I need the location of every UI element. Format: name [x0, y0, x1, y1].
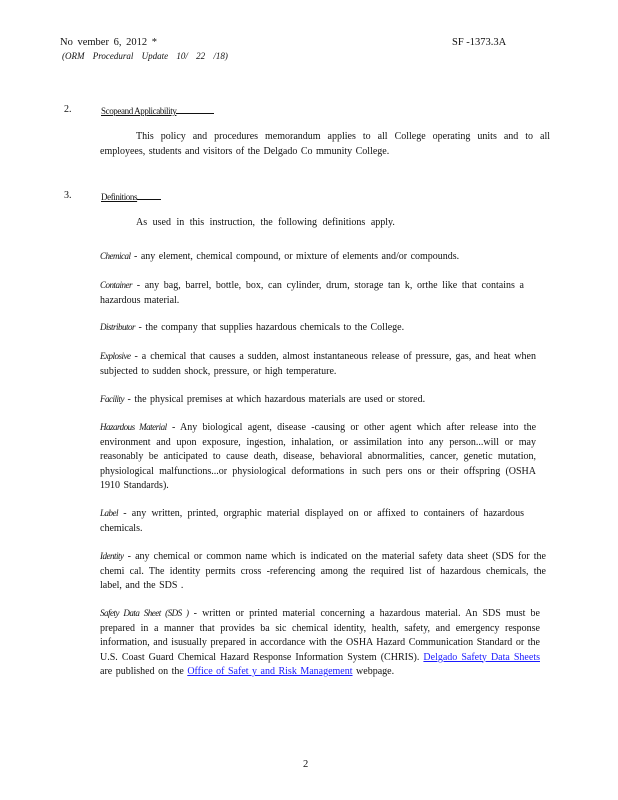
definition-text: - Any biological agent, disease -causing or other agent which after release into the environment and upon exposure, ingestion, inhalation, or assimilation into any person...will or may reasonably be anticipated to cause death, disease, behavioral abnormalities, cancer, genetic mutation, physiological malfunctions...or physiological deformations in such pers ons or their offspring (OSHA 1910 Standards). — [100, 422, 537, 491]
section-2-number: 2. — [64, 104, 72, 115]
header-update-note: (ORM Procedural Update 10/ 22 /18) — [62, 51, 228, 61]
definition-term: Container — [100, 280, 133, 290]
definition-term: Chemical — [100, 251, 131, 261]
definition-text: - any chemical or common name which is indicated on the material safety data sheet (SDS for the chemi cal. The identity permits cross -referencing among the required list of hazardous chemicals, the label, and the SDS . — [100, 551, 546, 591]
header-date: No vember 6, 2012 * — [60, 37, 157, 48]
definition-text: - the company that supplies hazardous chemicals to the College. — [135, 322, 405, 333]
definition-facility — [100, 392, 550, 408]
section-2-body: This policy and procedures memorandum applies to all College operating units and to all employees, students and visitors of the Delgado Co mmunity College. — [100, 131, 550, 157]
definition-text: - written or printed material concerning a hazardous material. An SDS must be prepared in a manner that provides ba sic chemical identity, health, safety, and emergency response information, and isusually prepared in accordance with the OSHA Hazard Communication Standard or the U.S. Coast Guard Chemical Hazard Response Information System (CHRIS). — [100, 608, 540, 663]
definition-text: - any element, chemical compound, or mixture of elements and/or compounds. — [130, 251, 460, 262]
definition-text-end: webpage. — [352, 666, 395, 677]
definition-text: - any written, printed, orgraphic material displayed on or affixed to containers of hazardous chemicals. — [100, 508, 524, 534]
definition-term: Explosive — [100, 351, 131, 361]
definition-label — [100, 506, 524, 536]
definition-container — [100, 278, 524, 308]
section-3-intro: As used in this instruction, the following definitions apply. — [136, 217, 395, 228]
definition-term: Safety Data Sheet (SDS ) — [100, 608, 189, 618]
definition-term: Hazardous Material — [100, 422, 167, 432]
definition-text: - a chemical that causes a sudden, almost instantaneous release of pressure, gas, and heat when subjected to sudden shock, pressure, or high temperature. — [100, 351, 536, 377]
section-3-title: Definitions — [101, 190, 161, 205]
delgado-sds-link[interactable]: Delgado Safety Data Sheets — [423, 651, 540, 663]
definition-text-mid: are published on the — [100, 666, 188, 677]
definition-term: Identity — [100, 551, 124, 561]
page-number: 2 — [303, 759, 309, 770]
definition-term: Distributor — [100, 322, 136, 332]
document-number: SF -1373.3A — [452, 37, 507, 48]
definition-hazardous-material — [100, 420, 536, 494]
definition-term: Label — [100, 508, 119, 518]
definition-chemical — [100, 249, 550, 265]
definition-explosive — [100, 349, 536, 379]
definition-identity — [100, 549, 546, 594]
definition-text: - any bag, barrel, bottle, box, can cylinder, drum, storage tan k, orthe like that contains a hazardous material. — [100, 280, 524, 306]
definition-text: - the physical premises at which hazardous materials are used or stored. — [124, 394, 426, 405]
definition-safety-data-sheet — [100, 606, 540, 680]
office-safety-risk-management-link[interactable]: Office of Safet y and Risk Management — [187, 666, 353, 677]
section-3-number: 3. — [64, 190, 72, 201]
definition-term: Facility — [100, 394, 124, 404]
definition-distributor — [100, 320, 550, 336]
section-2-title: Scopeand Applicability — [101, 104, 214, 119]
